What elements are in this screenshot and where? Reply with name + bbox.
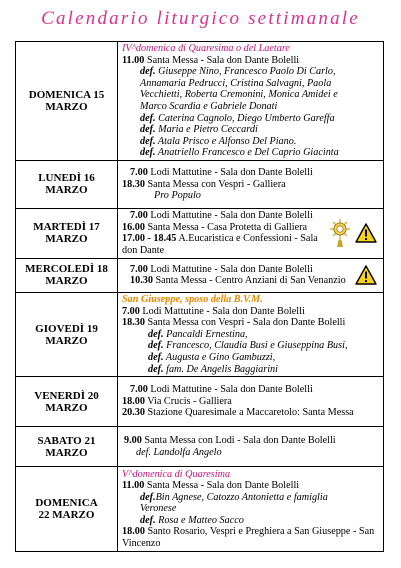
event-time: 17.00 - 18.45	[122, 233, 177, 245]
event-time: 18.30	[122, 317, 145, 329]
day-cell	[16, 258, 118, 292]
def-label: def.	[140, 491, 156, 503]
event-text: Santa Messa con Lodi - Sala don Dante Bolelli	[141, 435, 336, 446]
event-text: Lodi Mattutine - Sala don Dante Bolelli	[139, 305, 305, 317]
day-name: SABATO 21	[37, 434, 96, 447]
def-text: Augusta e Gino Gambuzzi,	[163, 351, 276, 363]
event-text: Santa Messa - Sala don Dante Bolelli	[144, 480, 300, 492]
def-text: Caterina Cagnolo, Diego Umberto Gareffa	[155, 112, 335, 124]
def-label: def.	[140, 135, 156, 147]
day-cell	[16, 292, 118, 376]
def-label: def.	[140, 124, 156, 136]
event-text: A.Eucaristica e Confessioni - Sala don Dante	[122, 233, 318, 257]
event-text: Lodi Mattutine - Sala don Dante Bolelli	[147, 210, 313, 222]
event-text: Stazione Quaresimale a Maccaretolo: Santa Messa	[144, 407, 354, 419]
table-row	[16, 258, 384, 292]
event-text: Lodi Mattutine - Sala don Dante Bolelli	[147, 263, 313, 275]
def-text: Pancaldi Ernestina,	[163, 328, 248, 340]
liturgical-heading: V^domenica di Quaresima	[122, 468, 231, 480]
day-month: MARZO	[45, 275, 88, 288]
day-month: MARZO	[45, 401, 88, 414]
table-row	[16, 42, 384, 161]
def-label: def.	[140, 147, 156, 159]
day-cell	[16, 467, 118, 552]
page-title: Calendario liturgico settimanale	[41, 8, 360, 29]
event-time: 7.00	[130, 384, 148, 396]
def-text: Maria e Pietro Ceccardi	[155, 124, 258, 136]
day-month: MARZO	[45, 446, 88, 459]
day-cell	[16, 160, 118, 208]
events-cell	[118, 292, 384, 376]
def-text: Atala Prisco e Alfonso Del Piano.	[155, 135, 297, 147]
events-cell	[118, 258, 384, 292]
table-row	[16, 208, 384, 258]
def-text: Veronese	[140, 503, 177, 515]
day-name: MERCOLEDÌ 18	[25, 263, 108, 276]
def-label: def.	[140, 112, 156, 124]
event-time: 10.30	[130, 275, 153, 287]
def-label: def.	[148, 351, 164, 363]
event-time: 18.30	[122, 178, 145, 190]
day-month: MARZO	[45, 100, 88, 113]
day-name: GIOVEDÌ 19	[35, 322, 98, 335]
event-text: Via Crucis - Galliera	[144, 395, 232, 407]
def-label: def.	[148, 328, 164, 340]
event-time: 7.00	[122, 305, 140, 317]
def-text: Annamaria Pedrucci, Cristina Salvagni, Paola	[140, 77, 332, 89]
def-label: def.	[140, 66, 156, 78]
table-row	[16, 467, 384, 552]
event-time: 9.00	[124, 435, 142, 446]
def-text: Vecchietti, Roberta Cremonini, Monica Amidei e	[140, 89, 338, 101]
day-name: VENERDÌ 20	[34, 389, 99, 402]
warning-icon	[355, 223, 377, 243]
events-cell	[118, 427, 384, 467]
day-name: MARTEDÌ 17	[33, 221, 100, 234]
table-row	[16, 377, 384, 427]
def-text: Giuseppe Nino, Francesco Paolo Di Carlo,	[155, 66, 336, 78]
day-name: DOMENICA	[35, 497, 98, 510]
day-cell	[16, 377, 118, 427]
event-text: Lodi Mattutine - Sala don Dante Bolelli	[147, 384, 313, 396]
event-note: Pro Populo	[154, 190, 201, 202]
monstrance-icon	[329, 218, 351, 248]
def-text: fam. De Angelis Baggiarini	[163, 363, 278, 375]
event-text: Santa Messa con Vespri - Galliera	[144, 178, 286, 190]
def-label: def.	[148, 340, 164, 352]
def-text: Bin Agnese, Catozzo Antonietta e famiglia	[155, 491, 328, 503]
event-time: 20.30	[122, 407, 145, 419]
event-note: def. Landolfa Angelo	[136, 446, 222, 458]
events-cell	[118, 467, 384, 552]
events-cell	[118, 42, 384, 161]
day-name: DOMENICA 15	[28, 88, 105, 101]
event-time: 16.00	[122, 221, 145, 233]
event-text: Santa Messa con Vespri - Sala don Dante Bolelli	[144, 317, 346, 329]
day-month: 22 MARZO	[38, 509, 95, 522]
day-cell	[16, 427, 118, 467]
calendar-table	[15, 41, 384, 552]
events-cell	[118, 208, 384, 258]
def-label: def.	[148, 363, 164, 375]
liturgical-heading: IV^domenica di Quaresima o del Laetare	[122, 43, 290, 54]
day-name: LUNEDÌ 16	[38, 172, 95, 185]
event-time: 7.00	[130, 167, 148, 179]
event-text: Santa Messa - Centro Anziani di San Venanzio	[152, 275, 346, 287]
event-time: 11.00	[122, 54, 145, 66]
event-time: 7.00	[130, 263, 148, 275]
events-cell	[118, 160, 384, 208]
liturgical-heading: San Giuseppe, sposo della B.V.M.	[122, 293, 263, 305]
day-cell	[16, 208, 118, 258]
def-text: Francesco, Claudia Busi e Giuseppina Busi,	[163, 340, 348, 352]
event-text: Santa Messa - Sala don Dante Bolelli	[144, 54, 300, 66]
event-time: 18.00	[122, 395, 145, 407]
day-month: MARZO	[45, 334, 88, 347]
event-text: Lodi Mattutine - Sala don Dante Bolelli	[147, 167, 313, 179]
event-time: 11.00	[122, 480, 145, 492]
table-row	[16, 292, 384, 376]
table-row	[16, 160, 384, 208]
day-month: MARZO	[45, 233, 88, 246]
day-month: MARZO	[45, 184, 88, 197]
event-text: Santo Rosario, Vespri e Preghiera a San Giuseppe - San Vincenzo	[122, 526, 375, 550]
def-text: Rosa e Matteo Sacco	[155, 514, 244, 526]
warning-icon	[355, 265, 377, 285]
def-text: Anatriello Francesco e Del Caprio Giacinta	[155, 147, 339, 159]
def-label: def.	[140, 514, 156, 526]
event-time: 7.00	[130, 210, 148, 222]
event-time: 18.00	[122, 526, 145, 538]
day-cell	[16, 42, 118, 161]
def-text: Marco Scardia e Gabriele Donati	[140, 100, 278, 112]
event-text: Santa Messa - Casa Protetta di Galliera	[144, 221, 308, 233]
events-cell	[118, 377, 384, 427]
table-row	[16, 427, 384, 467]
